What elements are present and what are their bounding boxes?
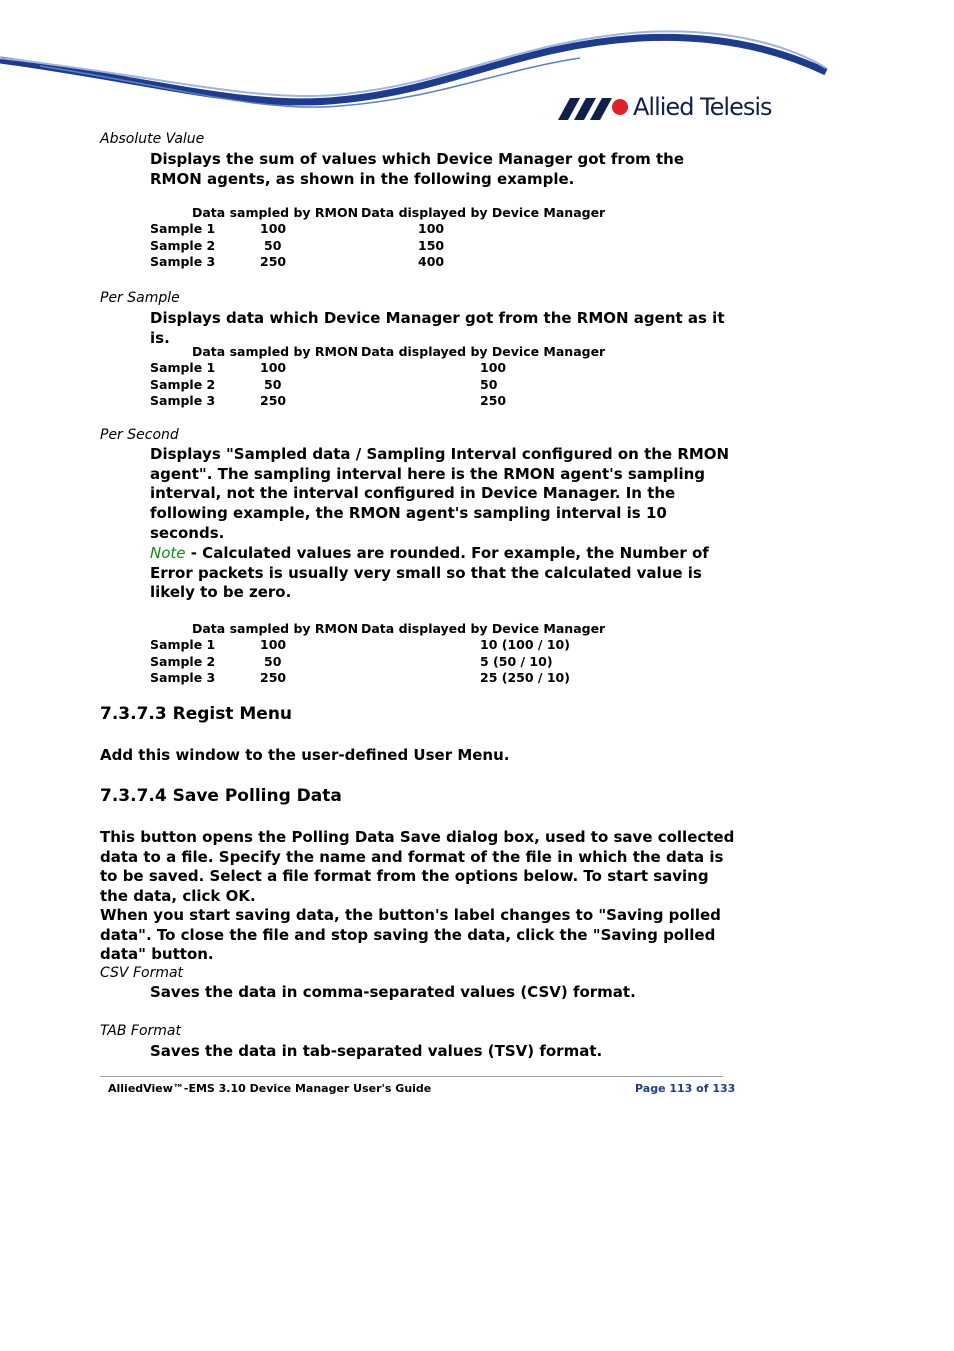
table-header-row <box>150 621 620 637</box>
note-text: - Calculated values are rounded. For example, the Number of Error packets is usually very small so that the calculated value is likely to be zero. <box>150 544 709 602</box>
sampled-value: 50 <box>264 237 282 253</box>
note-paragraph <box>150 544 740 603</box>
term-absolute-value: Absolute Value <box>100 131 205 147</box>
regist-menu-heading: 7.3.7.3 Regist Menu <box>100 704 293 724</box>
table-row <box>150 221 620 237</box>
absolute-value-table <box>150 205 620 271</box>
displayed-value: 250 <box>480 393 507 409</box>
col-header-displayed: Data displayed by Device Manager <box>361 205 606 220</box>
term-csv-format: CSV Format <box>100 965 184 981</box>
table-header-row <box>150 344 620 360</box>
row-label: Sample 2 <box>150 237 216 253</box>
term-tab-format: TAB Format <box>100 1023 181 1039</box>
row-label: Sample 3 <box>150 670 216 686</box>
tab-format-description: Saves the data in tab-separated values (TSV) format. <box>150 1042 603 1060</box>
row-label: Sample 3 <box>150 254 216 270</box>
col-header-displayed: Data displayed by Device Manager <box>361 344 606 359</box>
row-label: Sample 1 <box>150 360 216 376</box>
save-polling-heading: 7.3.7.4 Save Polling Data <box>100 786 342 806</box>
term-per-sample: Per Sample <box>100 290 180 306</box>
sampled-value: 100 <box>260 221 287 237</box>
col-header-sampled: Data sampled by RMON <box>192 621 359 636</box>
sampled-value: 50 <box>264 653 282 669</box>
per-second-table <box>150 621 620 687</box>
regist-menu-text: Add this window to the user-defined User Menu. <box>100 746 510 764</box>
absolute-value-description: Displays the sum of values which Device Manager got from the RMON agents, as shown in the following example. <box>150 150 685 188</box>
displayed-value: 25 (250 / 10) <box>480 670 570 686</box>
footer-guide-title: AlliedView™-EMS 3.10 Device Manager User's Guide <box>108 1082 432 1095</box>
brand-name: Allied Telesis <box>633 93 772 121</box>
per-sample-table <box>150 344 620 410</box>
displayed-value: 50 <box>480 376 498 392</box>
sampled-value: 100 <box>260 360 287 376</box>
footer-page-number: Page 113 of 133 <box>635 1082 736 1095</box>
displayed-value: 5 (50 / 10) <box>480 653 553 669</box>
table-header-row <box>150 205 620 221</box>
save-polling-paragraph-1: This button opens the Polling Data Save dialog box, used to save collected data to a file. Specify the name and format of the file in which the data is to be saved. Select a file format from the options below. To start saving the data, click OK. <box>100 828 735 906</box>
row-label: Sample 1 <box>150 637 216 653</box>
row-label: Sample 2 <box>150 376 216 392</box>
row-label: Sample 2 <box>150 653 216 669</box>
table-row <box>150 670 620 686</box>
per-second-description: Displays "Sampled data / Sampling Interval configured on the RMON agent". The sampling interval here is the RMON agent's sampling interval, not the interval configured in Device Manager. In the following example, the RMON agent's sampling interval is 10 seconds. <box>150 445 730 542</box>
table-row <box>150 393 620 409</box>
displayed-value: 150 <box>418 237 445 253</box>
save-polling-paragraph-2: When you start saving data, the button's label changes to "Saving polled data". To close the file and stop saving the data, click the "Saving polled data" button. <box>100 906 721 964</box>
note-label: Note <box>150 544 186 562</box>
table-row <box>150 254 620 270</box>
displayed-value: 100 <box>480 360 507 376</box>
sampled-value: 250 <box>260 670 287 686</box>
sampled-value: 50 <box>264 376 282 392</box>
table-row <box>150 360 620 376</box>
footer-divider <box>100 1076 723 1077</box>
col-header-displayed: Data displayed by Device Manager <box>361 621 606 636</box>
sampled-value: 100 <box>260 637 287 653</box>
row-label: Sample 3 <box>150 393 216 409</box>
col-header-sampled: Data sampled by RMON <box>192 205 359 220</box>
row-label: Sample 1 <box>150 221 216 237</box>
header-swoosh <box>0 0 954 130</box>
table-row <box>150 654 620 670</box>
sampled-value: 250 <box>260 254 287 270</box>
term-per-second: Per Second <box>100 427 179 443</box>
displayed-value: 100 <box>418 221 445 237</box>
displayed-value: 10 (100 / 10) <box>480 637 570 653</box>
table-row <box>150 637 620 653</box>
col-header-sampled: Data sampled by RMON <box>192 344 359 359</box>
csv-format-description: Saves the data in comma-separated values (CSV) format. <box>150 983 636 1001</box>
table-row <box>150 377 620 393</box>
displayed-value: 400 <box>418 254 445 270</box>
table-row <box>150 238 620 254</box>
sampled-value: 250 <box>260 393 287 409</box>
per-sample-description: Displays data which Device Manager got from the RMON agent as it is. <box>150 309 725 347</box>
